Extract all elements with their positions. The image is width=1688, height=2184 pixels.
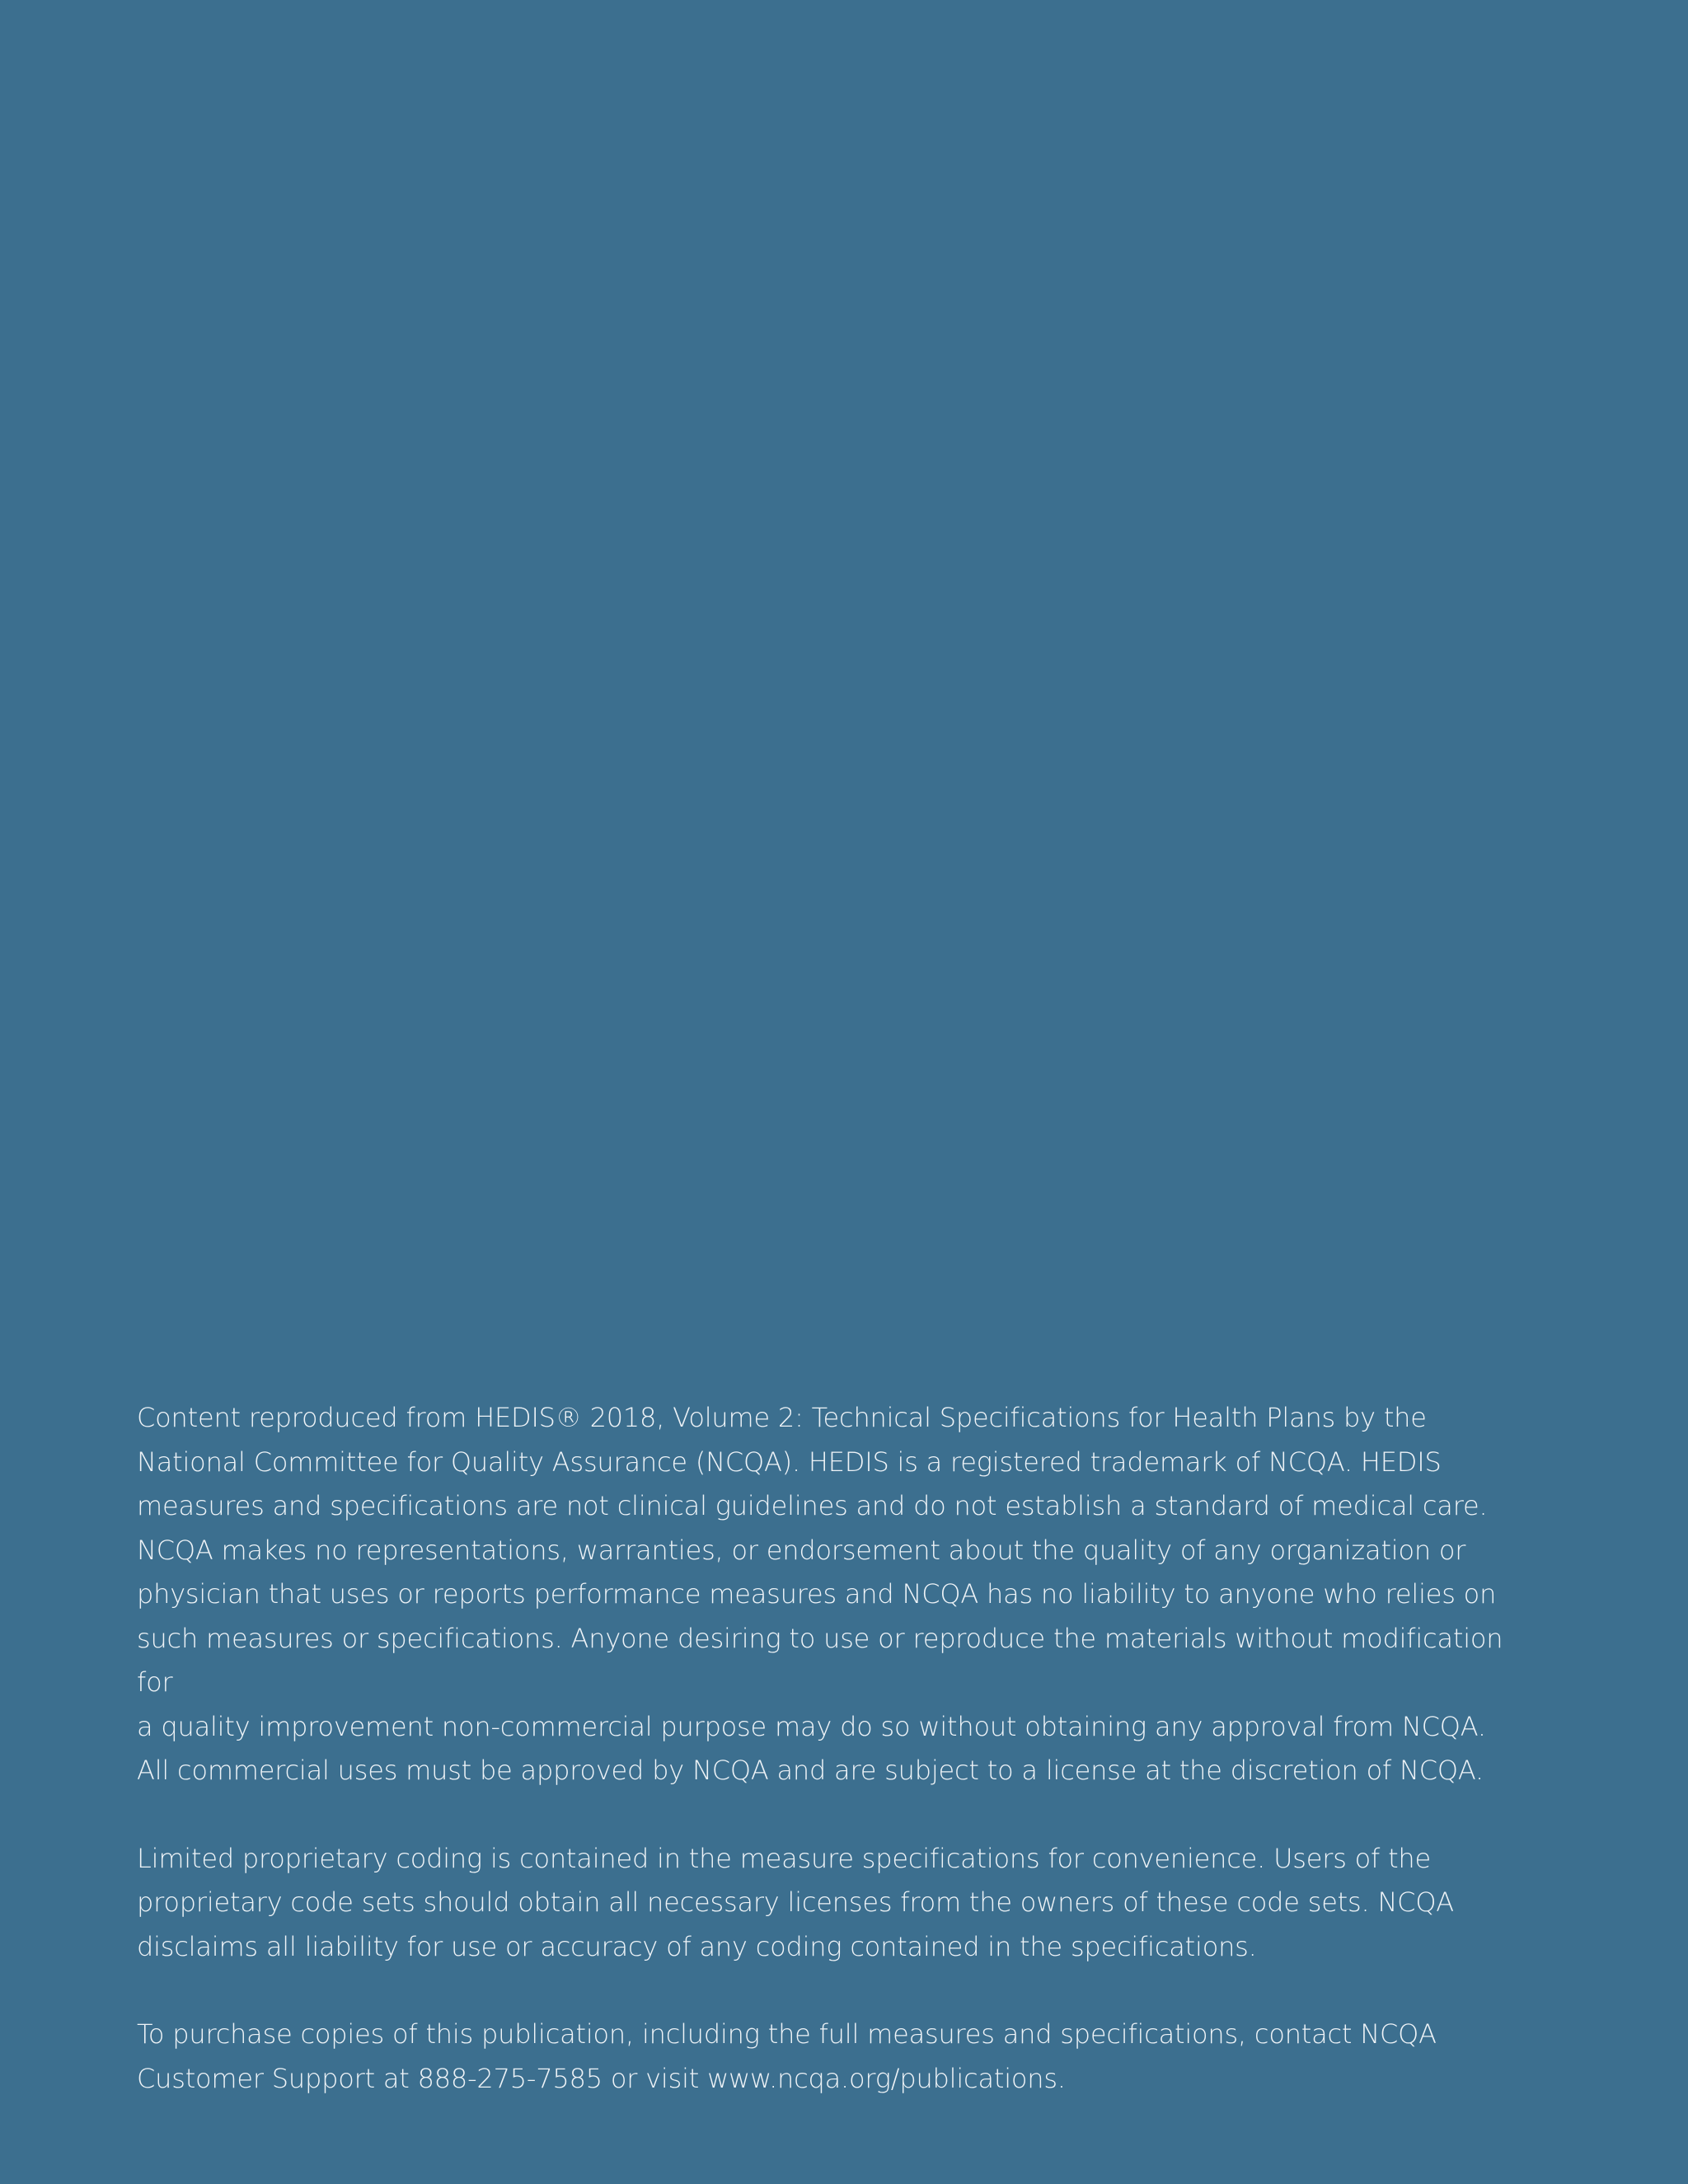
coding-disclaimer-paragraph: Limited proprietary coding is contained in the measure specifications for convenience. Users of the proprietary code sets should obtain all necessary licenses from the owners of these code sets. NCQA disclaims all liability for use or accuracy of any coding contained in the specifications. [137,1842,1454,1962]
legal-notice [137,1396,1505,2101]
purchase-info-paragraph: To purchase copies of this publication, including the full measures and specifications, contact NCQA Customer Support at 888-275-7585 or visit www.ncqa.org/publications. [137,2018,1437,2094]
copyright-paragraph: Content reproduced from HEDIS® 2018, Volume 2: Technical Specifications for Health Plans by the National Committee for Quality Assurance (NCQA). HEDIS is a registered trademark of NCQA. HEDIS measures and specifications are not clinical guidelines and do not establish a standard of medical care. NCQA makes no representations, warranties, or endorsement about the quality of any organization or physician that uses or reports performance measures and NCQA has no liability to anyone who relies on such measures or specifications. Anyone desiring to use or reproduce the materials without modification for a quality improvement non-commercial purpose may do so without obtaining any approval from NCQA. All commercial uses must be approved by NCQA and are subject to a license at the discretion of NCQA. [137,1402,1503,1786]
